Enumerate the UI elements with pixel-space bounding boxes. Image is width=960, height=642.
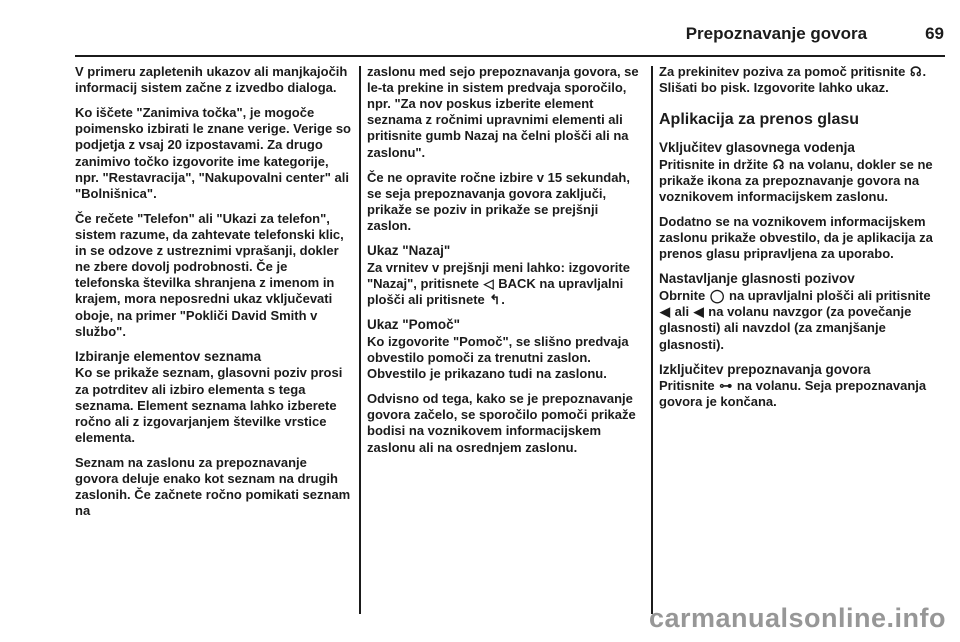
page-number: 69 [925, 24, 944, 43]
text-segment: na volanu navzgor (za povečanje glasnosti) ali navzdol (za zmanjšanje glasnosti). [659, 304, 912, 352]
text-columns [75, 64, 945, 614]
paragraph-help-display: Odvisno od tega, kako se je prepoznavanje govora začelo, se sporočilo pomoči prikaže bodisi na voznikovem informacijskem zaslonu ali na osrednjem zaslonu. [367, 391, 636, 455]
text-segment: BACK na upravljalni plošči ali pritisnete [367, 275, 624, 308]
paragraph-deactivation [659, 378, 937, 410]
subheading-activation: Vključitev glasovnega vodenja [659, 140, 855, 156]
header-rule [75, 55, 945, 57]
text-segment: Pritisnite [659, 378, 719, 394]
paragraph-help-interrupt [659, 64, 937, 96]
paragraph-help-command: Ko izgovorite "Pomoč", se slišno predvaja obvestilo pomoči za trenutni zaslon. Obvestilo je prikazano tudi na zaslonu. [367, 333, 629, 382]
volume-knob-icon: ◯ [709, 288, 725, 304]
page-header [75, 24, 944, 44]
return-arrow-icon: ↰ [489, 292, 501, 308]
subheading-help-command: Ukaz "Pomoč" [367, 317, 461, 333]
paragraph-timeout: Če ne opravite ročne izbire v 15 sekundah, se seja prepoznavanja govora zaključi, prikaže se poziv in prikaže se prejšnji zaslon. [367, 169, 630, 233]
paragraph-dialog: V primeru zapletenih ukazov ali manjkajočih informacij sistem začne z izvedbo dialoga. [75, 64, 348, 96]
voice-icon: ☊ [909, 64, 922, 79]
volume-up-icon: ◀ [660, 304, 670, 320]
text-segment: . Slišati bo pisk. Izgovorite lahko ukaz. [659, 64, 927, 96]
column-divider-left [359, 66, 361, 614]
paragraph-back-command [367, 260, 645, 308]
text-segment: Obrnite [659, 288, 709, 304]
column-1 [75, 64, 353, 528]
text-segment: na volanu, dokler se ne prikaže ikona za prepoznavanje govora na voznikovem informacijskem zaslonu. [659, 156, 933, 204]
paragraph-list-screen: Seznam na zaslonu za prepoznavanje govora deluje enako kot seznam na drugih zaslonih. Če začnete ročno pomikati seznam na [75, 455, 351, 519]
back-icon: ◁ [483, 275, 494, 291]
end-call-icon: ⊶ [719, 378, 733, 394]
section-heading-voice-pass-thru: Aplikacija za prenos glasu [659, 111, 860, 129]
paragraph-poi-search: Ko iščete "Zanimiva točka", je mogoče poimensko izbirati le znane verige. Verige so podjetja z vsaj 20 izpostavami. Za drugo zanimivo točko izgovorite ime kategorije, npr. "Restavracija", "Nakupovalni center" ali "Bolnišnica". [75, 105, 351, 201]
text-segment: na upravljalni plošči ali pritisnite [725, 288, 931, 304]
paragraph-activation [659, 157, 937, 205]
watermark: carmanualsonline.info [648, 603, 946, 633]
page-title: Prepoznavanje govora [685, 24, 868, 43]
voice-icon: ☊ [772, 156, 785, 172]
volume-down-icon: ◀ [693, 304, 704, 320]
text-segment: Za vrnitev v prejšnji meni lahko: izgovorite "Nazaj", pritisnete [367, 259, 630, 291]
paragraph-list-selection: Ko se prikaže seznam, glasovni poziv prosi za potrditev ali izbiro elementa s tega seznama. Element seznama lahko izberete ročno ali z izgovarjanjem številke vrstice elementa. [75, 365, 343, 445]
subheading-back-command: Ukaz "Nazaj" [367, 243, 451, 259]
paragraph-list-screen-continued: zaslonu med sejo prepoznavanja govora, se le-ta prekine in sistem predvaja sporočilo, npr. "Za nov poskus izberite element seznama z ročnimi upravnimi elementi ali pritisnite gumb Nazaj na čelni plošči ali na zaslonu". [367, 64, 639, 160]
column-divider-right [651, 66, 653, 614]
text-segment: ali [671, 304, 693, 320]
text-segment: na volanu. Seja prepoznavanja govora je končana. [659, 378, 927, 410]
text-segment: . [501, 292, 505, 308]
paragraph-volume [659, 288, 937, 352]
paragraph-phone-command: Če rečete "Telefon" ali "Ukazi za telefon", sistem razume, da zahtevate telefonski klic, in se odzove z ustreznimi vprašanji, dokler ne zbere dovolj podrobnosti. Če je telefonska številka shranjena z imenom in krajem, mora neposredni ukaz vključevati oboje, na primer "Pokliči David Smith v službo". [75, 210, 344, 339]
paragraph-ready-notice: Dodatno se na voznikovem informacijskem zaslonu prikaže obvestilo, da je aplikacija za prenos glasu pripravljena za uporabo. [659, 214, 933, 262]
column-2 [367, 64, 645, 465]
subheading-volume: Nastavljanje glasnosti pozivov [659, 271, 855, 287]
subheading-list-selection: Izbiranje elementov seznama [75, 348, 262, 364]
text-segment: Pritisnite in držite [659, 156, 772, 172]
text-segment: Za prekinitev poziva za pomoč pritisnite [659, 64, 909, 79]
subheading-deactivation: Izključitev prepoznavanja govora [659, 361, 871, 377]
column-3 [659, 64, 937, 420]
